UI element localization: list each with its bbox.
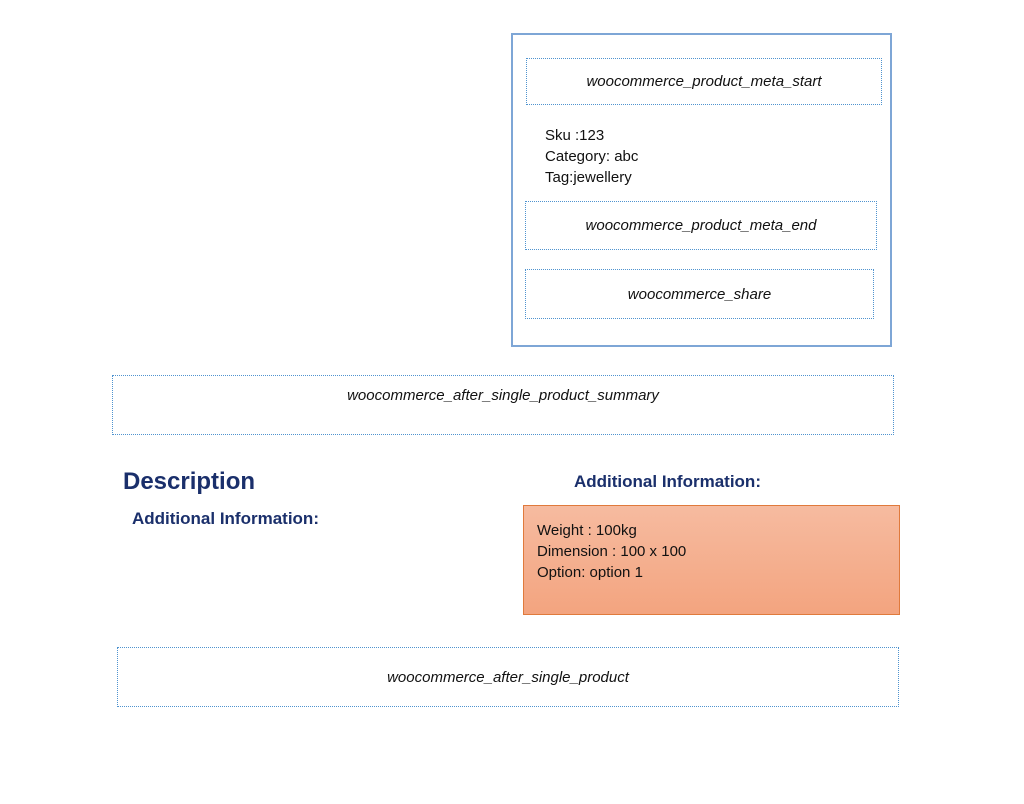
attribute-weight: Weight : 100kg	[537, 522, 637, 539]
hook-after-summary-label: woocommerce_after_single_product_summary	[347, 386, 659, 404]
meta-category: Category: abc	[545, 148, 639, 165]
hook-share	[525, 269, 874, 319]
hook-after-single-product-label: woocommerce_after_single_product	[387, 668, 629, 686]
hook-share-label: woocommerce_share	[627, 285, 772, 303]
hook-product-meta-start	[526, 58, 882, 105]
description-heading: Description	[123, 468, 256, 495]
hook-product-meta-end	[525, 201, 877, 250]
additional-info-heading-right: Additional Information:	[574, 472, 761, 491]
additional-info-attributes-box	[523, 505, 900, 615]
additional-info-heading-left: Additional Information:	[132, 509, 319, 528]
hook-after-single-product-summary	[112, 375, 894, 435]
hook-after-single-product	[117, 647, 899, 707]
attribute-option: Option: option 1	[537, 564, 643, 581]
hook-product-meta-end-label: woocommerce_product_meta_end	[585, 217, 817, 234]
meta-tag: Tag:jewellery	[545, 169, 632, 186]
attribute-dimension: Dimension : 100 x 100	[537, 543, 687, 560]
hook-product-meta-start-label: woocommerce_product_meta_start	[586, 73, 822, 90]
meta-sku: Sku :123	[545, 127, 605, 144]
product-meta-list	[545, 125, 638, 188]
